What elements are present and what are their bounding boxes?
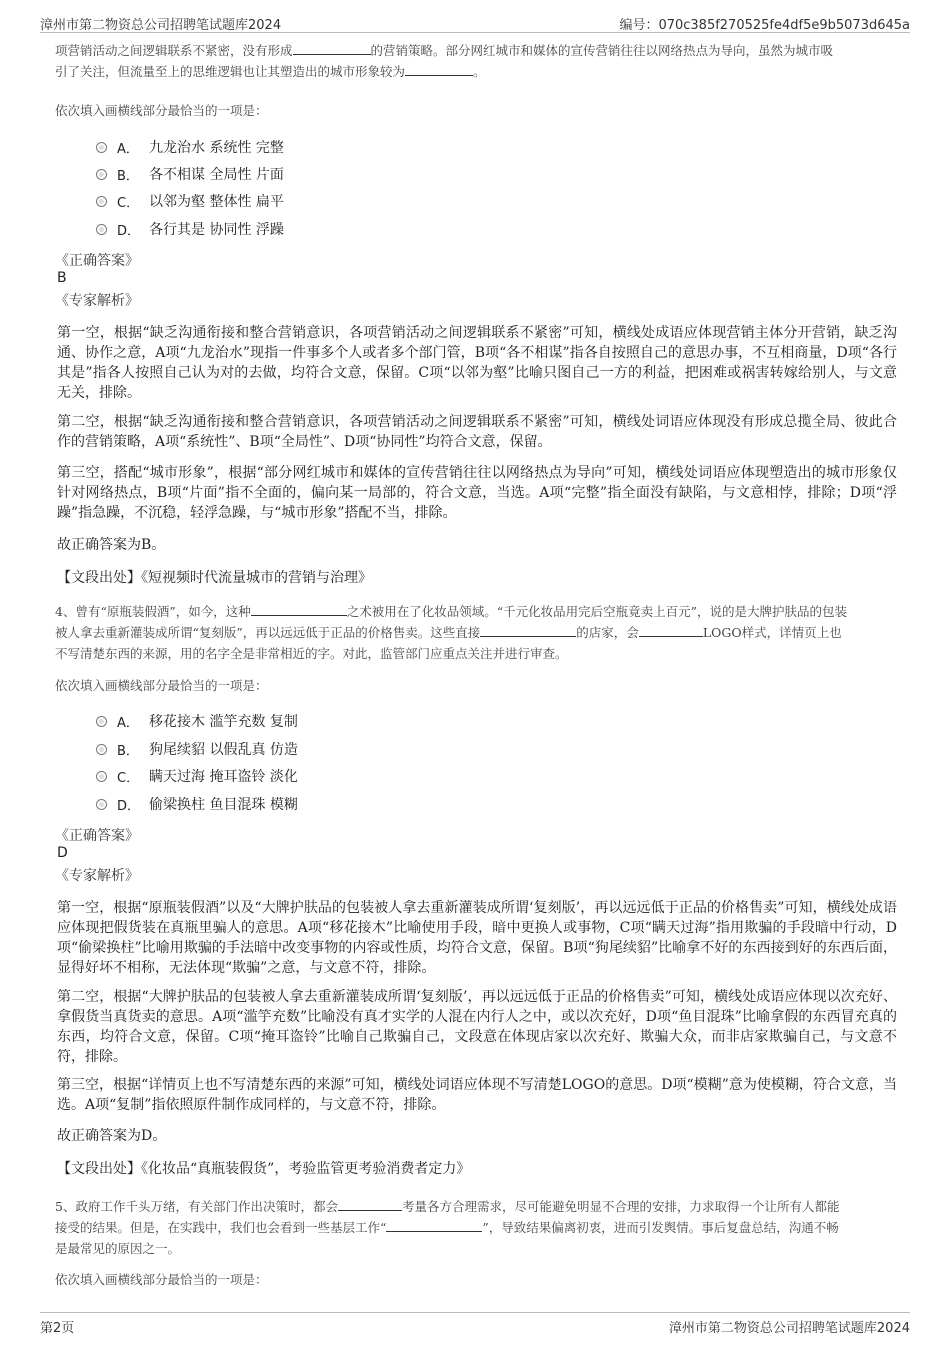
blank-2 (386, 1219, 482, 1232)
question-4-prompt: 依次填入画横线部分最恰当的一项是： (55, 678, 268, 693)
blank-1 (251, 603, 347, 616)
header-doc-id: 编号：070c385f270525fe4df5e9b5073d645a (619, 18, 910, 33)
analysis-paragraph: 第三空，搭配“城市形象”，根据“部分网红城市和媒体的宣传营销往往以网络热点为导向”可知，横线处词语应体现塑造出的城市形象仅针对网络热点，B项“片面”指不全面的，偏向某一局部的，符合文意，当选。A项“完整”指全面没有缺陷，与文意相悖，排除；D项“浮躁”指急躁，不沉稳，轻浮急躁，与“城市形象”搭配不当，排除。 (57, 465, 897, 521)
analysis-conclusion: 故正确答案为B。 (57, 537, 166, 553)
footer-title: 漳州市第二物资总公司招聘笔试题库2024 (668, 1321, 910, 1336)
q4-option-b[interactable]: B． 狗尾续貂 以假乱真 仿造 (96, 739, 298, 759)
radio-icon[interactable] (96, 224, 107, 235)
header-title: 漳州市第二物资总公司招聘笔试题库2024 (40, 18, 282, 33)
page-header (40, 10, 910, 33)
blank-2 (480, 624, 576, 637)
question-3-text: 项营销活动之间逻辑联系不紧密，没有形成 的营销策略。部分网红城市和媒体的宣传营销往往以网络热点为导向，虽然为城市吸 引了关注，但流量至上的思维逻辑也让其塑造出的城市形象较为 。 (55, 43, 834, 79)
radio-icon[interactable] (96, 169, 107, 180)
analysis-paragraph: 第二空，根据“大牌护肤品的包装被人拿去重新灌装成所谓‘复刻版’，再以远远低于正品的价格售卖”可知，横线处成语应体现以次充好、拿假货当真货卖的意思。A项“滥竽充数”比喻没有真才实学的人混在内行人之中，或以次充好，D项“鱼目混珠”比喻拿假的东西冒充真的东西，均符合文意，保留。C项“掩耳盗铃”比喻自己欺骗自己，文段意在体现店家以次充好、欺骗大众，而非店家欺骗自己，与文意不符，排除。 (57, 989, 897, 1065)
q4-option-a[interactable]: A． 移花接木 滥竽充数 复制 (96, 711, 298, 731)
question-5-text: 5、政府工作千头万绪，有关部门作出决策时，都会 考量各方合理需求，尽可能避免明显不合理的安排，力求取得一个让所有人都能 接受的结果。但是，在实践中，我们也会看到一些基层工作“ ”，导致结果偏离初衷，进而引发舆情。事后复盘总结，沟通不畅 是最常见的原因之一。 (55, 1199, 840, 1256)
q3-option-c[interactable]: C． 以邻为壑 整体性 扁平 (96, 191, 284, 211)
blank-3 (639, 624, 703, 637)
page-footer (40, 1312, 910, 1337)
q3-option-b[interactable]: B． 各不相谋 全局性 片面 (96, 164, 284, 184)
question-4-text: 4、曾有“原瓶装假酒”，如今，这种 之术被用在了化妆品领域。“千元化妆品用完后空瓶竟卖上百元”，说的是大牌护肤品的包装 被人拿去重新灌装成所谓“复刻版”，再以远远低于正品的价格售卖。这些直接 的店家，会 LOGO样式，详情页上也 不写清楚东西的来源，用的名字全是非常相近的字。对此，监管部门应重点关注并进行审查。 (55, 604, 848, 661)
q4-option-c[interactable]: C． 瞒天过海 掩耳盗铃 淡化 (96, 766, 298, 786)
answer-value: D (57, 845, 68, 861)
blank-1 (338, 1198, 402, 1211)
q4-option-d[interactable]: D． 偷梁换柱 鱼目混珠 模糊 (96, 794, 298, 814)
blank-2 (405, 63, 473, 76)
radio-icon[interactable] (96, 744, 107, 755)
radio-icon[interactable] (96, 771, 107, 782)
radio-icon[interactable] (96, 196, 107, 207)
answer-value: B (57, 270, 67, 286)
analysis-paragraph: 第一空，根据“缺乏沟通衔接和整合营销意识，各项营销活动之间逻辑联系不紧密”可知，横线处成语应体现营销主体分开营销，缺乏沟通、协作之意，A项“九龙治水”现指一件事多个人或者多个部门管，B项“各不相谋”指各自按照自己的意思办事，不互相商量，D项“各行其是”指各人按照自己认为对的去做，均符合文意，保留。C项“以邻为壑”比喻只图自己一方的利益，把困难或祸害转嫁给别人，与文意无关，排除。 (57, 325, 897, 401)
analysis-paragraph: 第三空，根据“详情页上也不写清楚东西的来源”可知，横线处词语应体现不写清楚LOGO的意思。D项“模糊”意为使模糊，符合文意，当选。A项“复制”指依照原件制作成同样的，与文意不符，排除。 (57, 1077, 897, 1113)
answer-label: 《正确答案》 (55, 828, 139, 844)
radio-icon[interactable] (96, 716, 107, 727)
answer-label: 《正确答案》 (55, 253, 139, 269)
question-5-prompt: 依次填入画横线部分最恰当的一项是： (55, 1272, 268, 1287)
source-citation: 【文段出处】《化妆品“真瓶装假货”，考验监管更考验消费者定力》 (57, 1161, 471, 1177)
q3-option-a[interactable]: A． 九龙治水 系统性 完整 (96, 137, 284, 157)
source-citation: 【文段出处】《短视频时代流量城市的营销与治理》 (57, 570, 372, 586)
analysis-paragraph: 第二空，根据“缺乏沟通衔接和整合营销意识，各项营销活动之间逻辑联系不紧密”可知，横线处词语应体现没有形成总揽全局、彼此合作的营销策略，A项“系统性”、B项“全局性”、D项“协同性”均符合文意，保留。 (57, 414, 897, 450)
radio-icon[interactable] (96, 142, 107, 153)
radio-icon[interactable] (96, 799, 107, 810)
page-number: 第2页 (40, 1321, 75, 1336)
blank-1 (293, 42, 371, 55)
analysis-conclusion: 故正确答案为D。 (57, 1128, 167, 1144)
question-3-prompt: 依次填入画横线部分最恰当的一项是： (55, 103, 268, 118)
analysis-label: 《专家解析》 (55, 293, 139, 309)
analysis-label: 《专家解析》 (55, 868, 139, 884)
analysis-paragraph: 第一空，根据“原瓶装假酒”以及“大牌护肤品的包装被人拿去重新灌装成所谓‘复刻版’，再以远远低于正品的价格售卖”可知，横线处成语应体现把假货装在真瓶里骗人的意思。A项“移花接木”比喻使用手段，暗中更换人或事物，C项“瞒天过海”指用欺骗的手段暗中行动，D项“偷梁换柱”比喻用欺骗的手法暗中改变事物的内容或性质，均符合文意，保留。B项“狗尾续貂”比喻拿不好的东西接到好的东西后面，显得好坏不相称，无法体现“欺骗”之意，与文意不符，排除。 (57, 900, 897, 976)
q3-option-d[interactable]: D． 各行其是 协同性 浮躁 (96, 219, 284, 239)
